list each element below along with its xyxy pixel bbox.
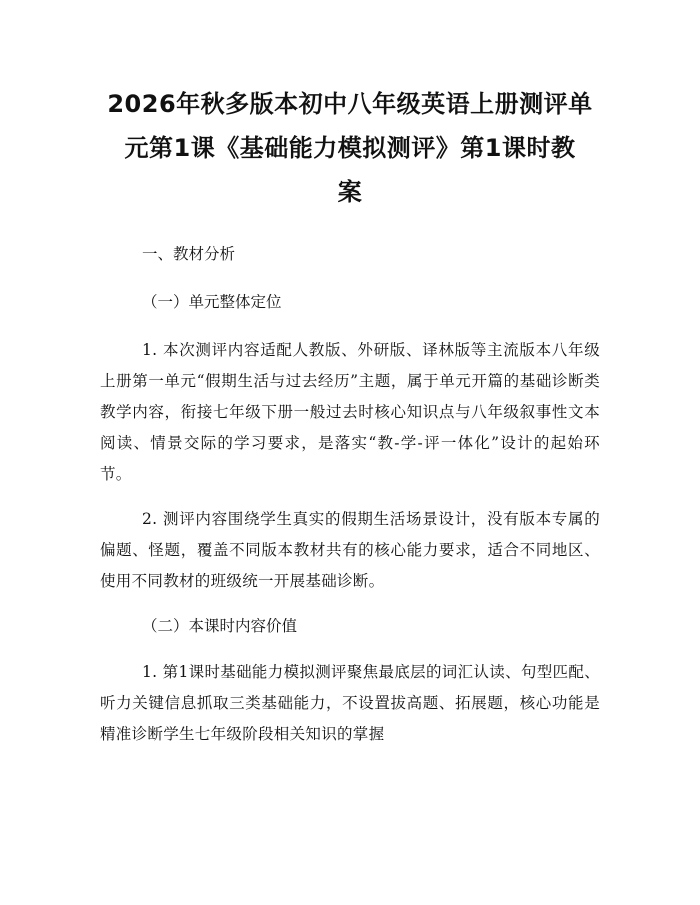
subsection-heading-unit-positioning: （一）单元整体定位 xyxy=(142,293,282,311)
paragraph-2: 2. 测评内容围绕学生真实的假期生活场景设计，没有版本专属的偏题、怪题，覆盖不同版本教材共有的核心能力要求，适合不同地区、使用不同教材的班级统一开展基础诊断。 xyxy=(100,510,600,590)
subsection-heading-lesson-value: （二）本课时内容价值 xyxy=(142,617,298,635)
section-heading-teaching-material-analysis: 一、教材分析 xyxy=(142,245,236,263)
title-line-3: 案 xyxy=(337,178,363,206)
title-line-2: 元第1课《基础能力模拟测评》第1课时教 xyxy=(124,134,576,162)
paragraph-1: 1. 本次测评内容适配人教版、外研版、译林版等主流版本八年级上册第一单元“假期生活与过去经历”主题，属于单元开篇的基础诊断类教学内容，衔接七年级下册一般过去时核心知识点与八年级叙事性文本阅读、情景交际的学习要求，是落实“教-学-评一体化”设计的起始环节。 xyxy=(100,341,600,483)
paragraph-3: 1. 第1课时基础能力模拟测评聚焦最底层的词汇认读、句型匹配、听力关键信息抓取三类基础能力，不设置拔高题、拓展题，核心功能是精准诊断学生七年级阶段相关知识的掌握 xyxy=(100,663,600,743)
title-line-1: 2026年秋多版本初中八年级英语上册测评单 xyxy=(107,90,593,118)
document-title xyxy=(100,82,600,214)
